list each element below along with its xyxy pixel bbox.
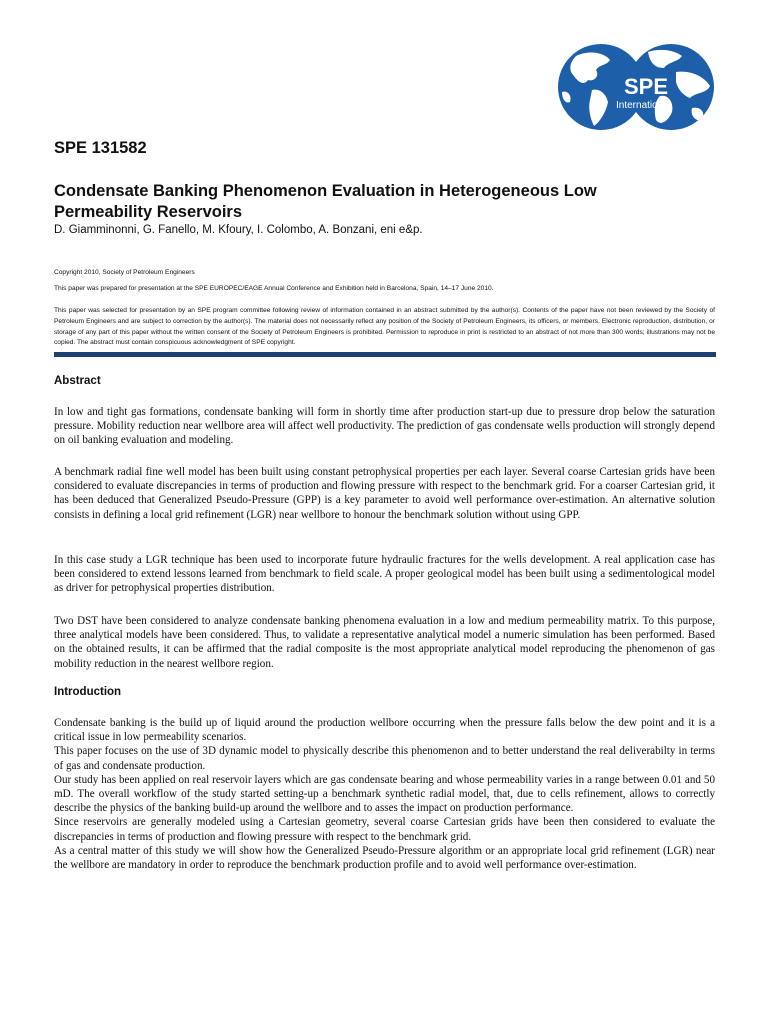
conference-notice: This paper was prepared for presentation at the SPE EUROPEC/EAGE Annual Conference and Exhibition held in Barcelona, Spain, 14–17 June 2010. [54, 285, 494, 292]
review-disclaimer: This paper was selected for presentation by an SPE program committee following review of information contained in an abstract submitted by the author(s). Contents of the paper have not been reviewed by the Society of Petroleum Engineers and are subject to correction by the author(s). The material does not necessarily reflect any position of the Society of Petroleum Engineers, its officers, or members. Electronic reproduction, distribution, or storage of any part of this paper without the written consent of the Society of Petroleum Engineers is prohibited. Permission to reproduce in print is restricted to an abstract of not more than 300 words; illustrations may not be copied. The abstract must contain conspicuous acknowledgment of SPE copyright. [54, 307, 715, 347]
introduction-paragraph-4: Since reservoirs are generally modeled using a Cartesian geometry, several coarse Cartesian grids have been then considered to evaluate the discrepancies in terms of production and flowing pressure with respect to the benchmark grid. [54, 816, 715, 843]
abstract-paragraph-3: In this case study a LGR technique has been used to incorporate future hydraulic fractures for the wells development. A real application case has been considered to extend lessons learned from benchmark to field scale. A proper geological model has been built using a sedimentological model as driver for petrophysical properties distribution. [54, 554, 715, 595]
introduction-body [54, 716, 715, 872]
header-divider [54, 352, 716, 357]
abstract-heading: Abstract [54, 375, 101, 387]
spe-international-logo [556, 42, 716, 132]
paper-authors: D. Giamminonni, G. Fanello, M. Kfoury, I. Colombo, A. Bonzani, eni e&p. [54, 224, 423, 236]
paper-title: Condensate Banking Phenomenon Evaluation in Heterogeneous Low Permeability Reservoirs [54, 182, 597, 221]
logo-sub-text: International [616, 100, 672, 111]
introduction-paragraph-5: As a central matter of this study we will show how the Generalized Pseudo-Pressure algorithm or an appropriate local grid refinement (LGR) near the wellbore are mandatory in order to reproduce the benchmark production profile and to avoid well performance over-estimation. [54, 844, 715, 872]
logo-brand-text: SPE [624, 74, 669, 99]
introduction-paragraph-3: Our study has been applied on real reservoir layers which are gas condensate bearing and whose permeability varies in a range between 0.01 and 50 mD. The overall workflow of the study started setting-up a benchmark synthetic radial model, that, due to cells refinement, allows to correctly describe the physics of the banking build-up around the wellbore and to asses the impact on production performance. [54, 773, 715, 815]
abstract-paragraph-2: A benchmark radial fine well model has been built using constant petrophysical properties per each layer. Several coarse Cartesian grids have been considered to evaluate discrepancies in terms of production and flowing pressure with respect to the benchmark grid. For a coarser Cartesian grid, it has been deduced that Generalized Pseudo-Pressure (GPP) is a key parameter to avoid well performance over-estimation. An alternative solution consists in defining a local grid refinement (LGR) near wellbore to honour the benchmark solution without using GPP. [54, 466, 715, 521]
copyright-notice: Copyright 2010, Society of Petroleum Engineers [54, 269, 195, 276]
introduction-paragraph-2: This paper focuses on the use of 3D dynamic model to physically describe this phenomenon and to better understand the real deliverabilty in terms of gas and condensate production. [54, 745, 715, 772]
introduction-paragraph-1: Condensate banking is the build up of liquid around the production wellbore occurring when the pressure falls below the dew point and it is a critical issue in low permeability scenarios. [54, 717, 715, 744]
paper-id: SPE 131582 [54, 139, 147, 157]
introduction-heading: Introduction [54, 686, 122, 698]
abstract-paragraph-4: Two DST have been considered to analyze condensate banking phenomena evaluation in a low and medium permeability matrix. To this purpose, three analytical models have been considered. Thus, to validate a representative analytical model a numeric simulation has been performed. Based on the obtained results, it can be affirmed that the radial composite is the most appropriate analytical model reproducing the phenomenon of gas mobility reduction in the nearest wellbore region. [54, 615, 715, 670]
abstract-paragraph-1: In low and tight gas formations, condensate banking will form in shortly time after production start-up due to pressure drop below the saturation pressure. Mobility reduction near wellbore area will affect well productivity. The prediction of gas condensate wells production will strongly depend on oil banking evaluation and modeling. [54, 406, 715, 447]
